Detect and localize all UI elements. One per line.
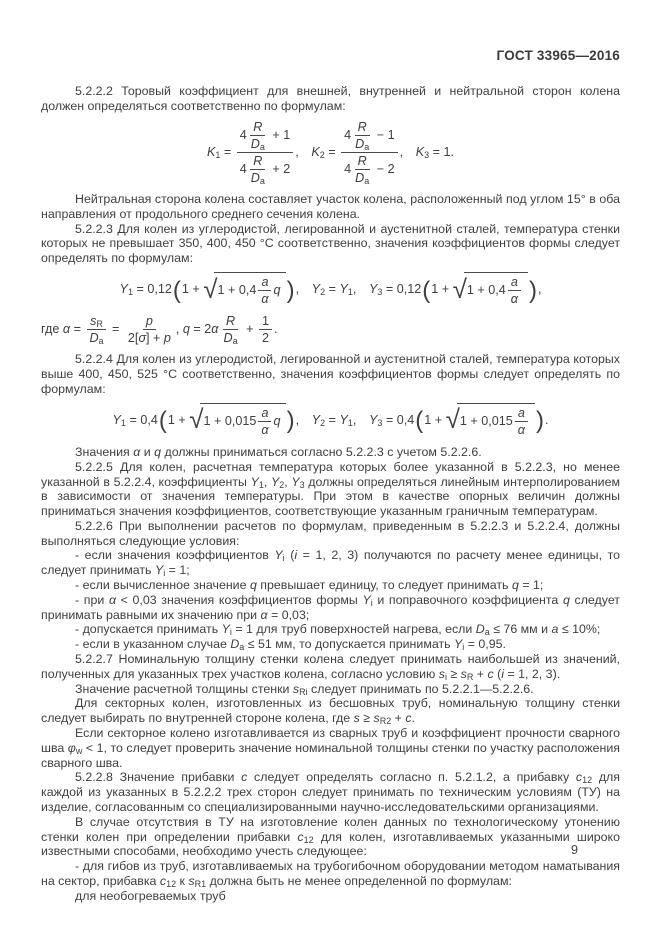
paragraph: - если значения коэффициентов $Y_i$ (i = 1, 2, 3) получаются по расчету менее единицы, то следует принимать $Y_i = 1$;	[41, 548, 620, 579]
paragraph: 5.2.2.5 Для колен, расчетная температура которых более указанной в 5.2.2.3, но менее указанной в 5.2.2.4, коэффициенты $Y_1$, $Y_2$, $Y_3$ должны определяться линейным интерполированием в зависимости от значения температуры. При этом в качестве опорных величин должны приниматься значения коэффициентов, соответствующие указанным граничным температурам.	[41, 459, 621, 519]
paragraph: - для гибов из труб, изготавливаемых на трубогибочном оборудовании методом наматывания на сектор, прибавка $c_{12}$ к $s_{R1}$ должна быть не менее определенной по формулам:	[41, 859, 620, 890]
paragraph: 5.2.2.8 Значение прибавки c следует определять согласно п. 5.2.1.2, а прибавку $c_{12}$ для каждой из указанных в 5.2.2.2 трех сторон следует принимать по техническим условиям (ТУ) на изделие, согласованным со специализированными научно-исследовательскими организациями.	[41, 770, 620, 815]
paragraph: Значения α и q должны приниматься согласно 5.2.2.3 с учетом 5.2.2.6.	[75, 444, 482, 459]
document-body	[41, 84, 620, 904]
page-number: 9	[571, 843, 579, 857]
paragraph: 5.2.2.7 Номинальную толщину стенки колена следует принимать наибольшей из значений, полученных для указанных трех участков колена, согласно условию $s_i \ge s_R + c$ (i = 1, 2, 3).	[41, 652, 620, 682]
paragraph: 5.2.2.2 Торовый коэффициент для внешней, внутренней и нейтральной сторон колена должен определяться соответственно по формулам:	[41, 84, 620, 113]
paragraph: - если в указанном случае $D_a \le 51$ мм, то допускается принимать $Y_i = 0,95$.	[75, 637, 506, 653]
paragraph: Значение расчетной толщины стенки $s_{Ri}$ следует принимать по 5.2.2.1—5.2.2.6.	[75, 681, 534, 697]
paragraph: для необогреваемых труб	[75, 888, 226, 903]
paragraph: Нейтральная сторона колена составляет участок колена, расположенный под углом 15° в оба направления от продольного среднего сечения колена.	[41, 191, 620, 221]
paragraph: 5.2.2.3 Для колен из углеродистой, легированной и аустенитной сталей, температура стенки которых не превышает 350, 400, 450 °C соответственно, значения коэффициентов формы следует определять по формулам:	[41, 221, 620, 266]
paragraph: Для секторных колен, изготовленных из бесшовных труб, номинальную толщину стенки следует выбирать по внутренней стороне колена, где $s \ge s_{R2} + c$.	[41, 696, 620, 727]
paragraph: Если секторное колено изготавливается из сварных труб и коэффициент прочности сварного шва $\varphi_w < 1$, то следует проверить значение номинальной толщины стенки по участку расположения сварного шва.	[41, 726, 620, 770]
paragraph: - если вычисленное значение q превышает единицу, то следует принимать q = 1;	[75, 578, 544, 593]
document-number: ГОСТ 33965—2016	[496, 48, 620, 63]
formula-block: где α = $\frac{s_R}{D_a}$ = $\frac{p}{2[\sigma] + p}$ , q = 2α $\frac{R}{D_a}$ + $\frac{1}{2}$ .	[41, 314, 278, 347]
paragraph: 5.2.2.6 При выполнении расчетов по формулам, приведенным в 5.2.2.3 и 5.2.2.4, должны выполняться следующие условия:	[41, 518, 620, 548]
paragraph: - при α < 0,03 значения коэффициентов формы $Y_i$ и поправочного коэффициента q следует принимать равными их значению при α = 0,03;	[41, 592, 620, 622]
paragraph: - допускается принимать $Y_i = 1$ для труб поверхностей нагрева, если $D_a \le 76$ мм и a ≤ 10%;	[75, 622, 601, 638]
paragraph: 5.2.2.4 Для колен из углеродистой, легированной и аустенитной сталей, температура которых выше 400, 450, 525 °C соответственно, значения коэффициентов формы следует определять по формулам:	[41, 352, 620, 396]
paragraph: В случае отсутствия в ТУ на изготовление колен данных по технологическому утонению стенки колен при определении прибавки $c_{12}$ для колен, изготавливаемых указанными широко известными способами, необходимо учесть следующее:	[41, 814, 620, 859]
formula-block: $Y_1 = 0,12(1$ + √ 1 + 0,4 $\frac{a}{\alpha}$ q ), $Y_2 = Y_1$, $Y_3 = 0,12(1$ + √ 1 + 0,4 $\frac{a}{\alpha}$ ),	[119, 273, 542, 307]
formula-block: $K_1$ = 4 $\frac{R}{D_a}$ + 1 4 $\frac{R}{D_a}$ + 2 , $K_2$ = 4 $\frac{R}{D_a}$ − 1 4 $\frac{R}{D_a}$ − 2 , $K_3 = 1$.	[206, 119, 455, 186]
formula-block: $Y_1 = 0,4(1$ + √ 1 + 0,015 $\frac{a}{\alpha}$ q ), $Y_2 = Y_1$, $Y_3 = 0,4(1$ + √ 1 + 0,015 $\frac{a}{\alpha}$ ).	[112, 404, 549, 437]
